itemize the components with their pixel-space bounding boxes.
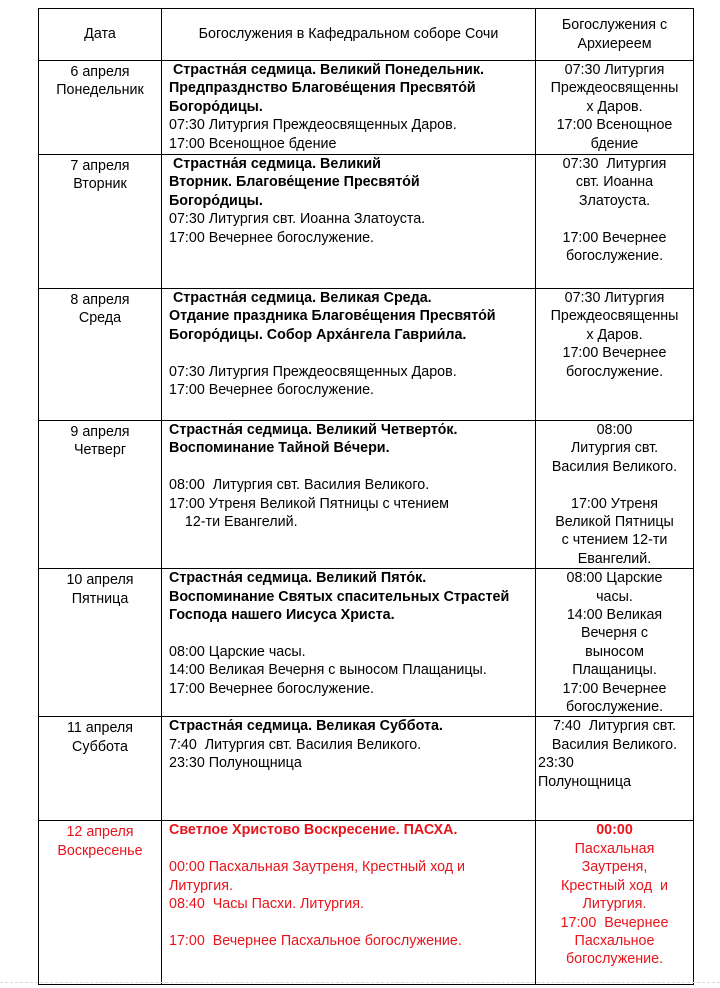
bishop-service-line: богослужение. [565, 699, 664, 716]
service-line: 07:30 Литургия свт. Иоанна Златоуста. [169, 211, 426, 228]
service-line: 17:00 Вечернее богослужение. [169, 229, 374, 246]
bishop-service-line: выносом [585, 643, 644, 660]
table-row [39, 61, 694, 155]
bishop-service-line: часы. [596, 588, 633, 605]
weekday-label: Четверг [73, 442, 127, 459]
bishop-service-line: Пасхальная [574, 840, 655, 857]
feast-title-line: Богоро́дицы. [169, 192, 263, 209]
table-row [39, 421, 694, 569]
bishop-service-line: бдение [590, 135, 639, 152]
bishop-service-line: Пасхальное [574, 932, 655, 949]
table-row [39, 569, 694, 717]
page-edge [0, 982, 720, 983]
service-line: 17:00 Вечернее Пасхальное богослужение. [169, 932, 462, 949]
cathedral-services-cell [162, 155, 536, 289]
service-line: 07:30 Литургия Преждеосвященных Даров. [169, 117, 457, 134]
weekday-label: Суббота [72, 738, 128, 755]
bishop-service-line: 07:30 Литургия [564, 62, 665, 78]
service-line: 08:00 Литургия свт. Василия Великого. [169, 477, 430, 494]
bishop-services-cell [536, 421, 694, 569]
service-line: 08:40 Часы Пасхи. Литургия. [169, 896, 364, 913]
feast-title-line: Вторник. Благове́щение Пресвято́й [169, 174, 420, 191]
feast-title-line: Страстна́я седмица. Великий Пято́к. [169, 570, 427, 587]
date-cell [39, 717, 162, 821]
feast-title-line: Страстна́я седмица. Великий Понедельник. [169, 62, 484, 78]
day-label: 10 апреля [66, 572, 134, 589]
weekday-label: Вторник [73, 176, 127, 193]
service-line [169, 458, 533, 476]
service-line [169, 840, 533, 858]
feast-title-line: Страстна́я седмица. Великая Суббота. [169, 718, 443, 735]
feast-title-line: Предпразднство Благове́щения Пресвято́й [169, 80, 476, 97]
bishop-service-line: 14:00 Великая [566, 607, 663, 624]
weekday-label: Пятница [71, 590, 129, 607]
bishop-service-line: Полунощница [538, 773, 632, 790]
bishop-service-line: 7:40 Литургия свт. [552, 718, 677, 735]
bishop-service-line: Заутреня, [581, 859, 648, 876]
feast-title-line: Богоро́дицы. [169, 98, 263, 115]
feast-title-line: Богоро́дицы. Собор Арха́нгела Гаврии́ла. [169, 326, 467, 343]
bishop-service-line: 07:30 Литургия [562, 156, 667, 172]
service-line: 7:40 Литургия свт. Василия Великого. [169, 736, 422, 753]
date-cell [39, 569, 162, 717]
date-cell [39, 821, 162, 985]
service-line: 07:30 Литургия Преждеосвященных Даров. [169, 363, 457, 380]
bishop-service-line: 00:00 [596, 822, 633, 839]
weekday-label: Понедельник [56, 82, 144, 99]
service-line: 17:00 Вечернее богослужение. [169, 382, 374, 399]
cathedral-services-cell [162, 717, 536, 821]
feast-title-line: Страстна́я седмица. Великая Среда. [169, 290, 432, 306]
feast-title-line: Отдание праздника Благове́щения Пресвято́й [169, 308, 496, 325]
service-line: 23:30 Полунощница [169, 755, 302, 772]
date-cell [39, 289, 162, 421]
bishop-service-line: Преждеосвященны [550, 80, 679, 97]
table-row [39, 289, 694, 421]
feast-title-line: Светлое Христово Воскресение. ПАСХА. [169, 822, 458, 839]
table-row [39, 821, 694, 985]
bishop-service-line: Литургия. [582, 896, 647, 913]
cathedral-services-cell [162, 821, 536, 985]
cathedral-services-cell [162, 569, 536, 717]
bishop-service-line: Златоуста. [578, 192, 651, 209]
bishop-service-line: 17:00 Вечернее [562, 229, 667, 246]
service-line: Литургия. [169, 877, 233, 894]
date-cell [39, 421, 162, 569]
service-line [169, 624, 533, 642]
header-row [39, 9, 694, 61]
bishop-service-line: 08:00 [596, 422, 633, 438]
bishop-service-line: 17:00 Всенощное [556, 117, 673, 134]
bishop-service-line: 17:00 Вечернее [562, 680, 667, 697]
bishop-service-line: Вечерня с [580, 625, 649, 642]
day-label: 6 апреля [70, 64, 130, 80]
service-line: 14:00 Великая Вечерня с выносом Плащаницы. [169, 662, 487, 679]
service-line: 17:00 Всенощное бдение [169, 135, 337, 152]
bishop-service-line: 17:00 Утреня [571, 495, 658, 512]
day-label: 7 апреля [70, 158, 130, 174]
bishop-services-cell [536, 717, 694, 821]
bishop-services-cell [536, 61, 694, 155]
bishop-services-cell [536, 569, 694, 717]
header-bishop: Богослужения с Архиереем [536, 9, 694, 61]
service-line: 17:00 Вечернее богослужение. [169, 680, 374, 697]
bishop-service-line: 07:30 Литургия [564, 290, 665, 306]
bishop-service-line: Литургия свт. [570, 440, 659, 457]
day-label: 11 апреля [66, 720, 134, 737]
service-line: 17:00 Утреня Великой Пятницы с чтением [169, 495, 450, 512]
bishop-service-line: богослужение. [565, 248, 664, 265]
bishop-service-line: Крестный ход и [561, 877, 668, 894]
header-cathedral: Богослужения в Кафедральном соборе Сочи [162, 9, 536, 61]
feast-title-line: Господа нашего Иисуса Христа. [169, 607, 395, 624]
feast-title-line: Воспоминание Тайной Ве́чери. [169, 440, 390, 457]
cathedral-services-cell [162, 421, 536, 569]
cathedral-services-cell [162, 289, 536, 421]
feast-title-line: Страстна́я седмица. Великий [169, 156, 381, 172]
date-cell [39, 61, 162, 155]
bishop-service-line: богослужение. [565, 951, 664, 968]
bishop-service-line: 08:00 Царские [566, 570, 663, 587]
day-label: 12 апреля [66, 824, 134, 841]
cathedral-services-cell [162, 61, 536, 155]
bishop-services-cell [536, 821, 694, 985]
bishop-service-line: х Даров. [586, 326, 643, 343]
bishop-service-line: богослужение. [565, 363, 664, 380]
bishop-service-line: Евангелий. [577, 550, 652, 567]
bishop-service-line: Василия Великого. [551, 458, 678, 475]
feast-title-line: Воспоминание Святых спасительных Страстей [169, 588, 510, 605]
service-line: 12-ти Евангелий. [169, 514, 298, 531]
bishop-service-line: Великой Пятницы [555, 514, 674, 531]
bishop-service-line: Василия Великого. [551, 736, 678, 753]
weekday-label: Среда [78, 310, 122, 327]
bishop-service-line: 17:00 Вечернее [562, 345, 667, 362]
bishop-service-line: 23:30 [538, 755, 574, 772]
service-line: 00:00 Пасхальная Заутреня, Крестный ход и [169, 859, 466, 876]
bishop-services-cell [536, 289, 694, 421]
feast-title-line: Страстна́я седмица. Великий Четверто́к. [169, 422, 458, 438]
bishop-services-cell [536, 155, 694, 289]
day-label: 9 апреля [70, 424, 130, 440]
bishop-service-line: Плащаницы. [572, 662, 657, 679]
bishop-service-line: свт. Иоанна [575, 174, 654, 191]
service-line [169, 344, 533, 362]
bishop-service-line [538, 210, 691, 228]
weekday-label: Воскресенье [57, 842, 143, 859]
bishop-service-line [538, 476, 691, 494]
schedule-table [38, 8, 694, 985]
table-row [39, 717, 694, 821]
bishop-service-line: 17:00 Вечернее [560, 914, 669, 931]
date-cell [39, 155, 162, 289]
bishop-service-line: х Даров. [586, 98, 643, 115]
service-line: 08:00 Царские часы. [169, 643, 306, 660]
day-label: 8 апреля [70, 292, 130, 308]
bishop-service-line: Преждеосвященны [550, 308, 679, 325]
header-date: Дата [39, 9, 162, 61]
bishop-service-line: с чтением 12-ти [561, 532, 668, 549]
table-row [39, 155, 694, 289]
service-line [169, 914, 533, 932]
